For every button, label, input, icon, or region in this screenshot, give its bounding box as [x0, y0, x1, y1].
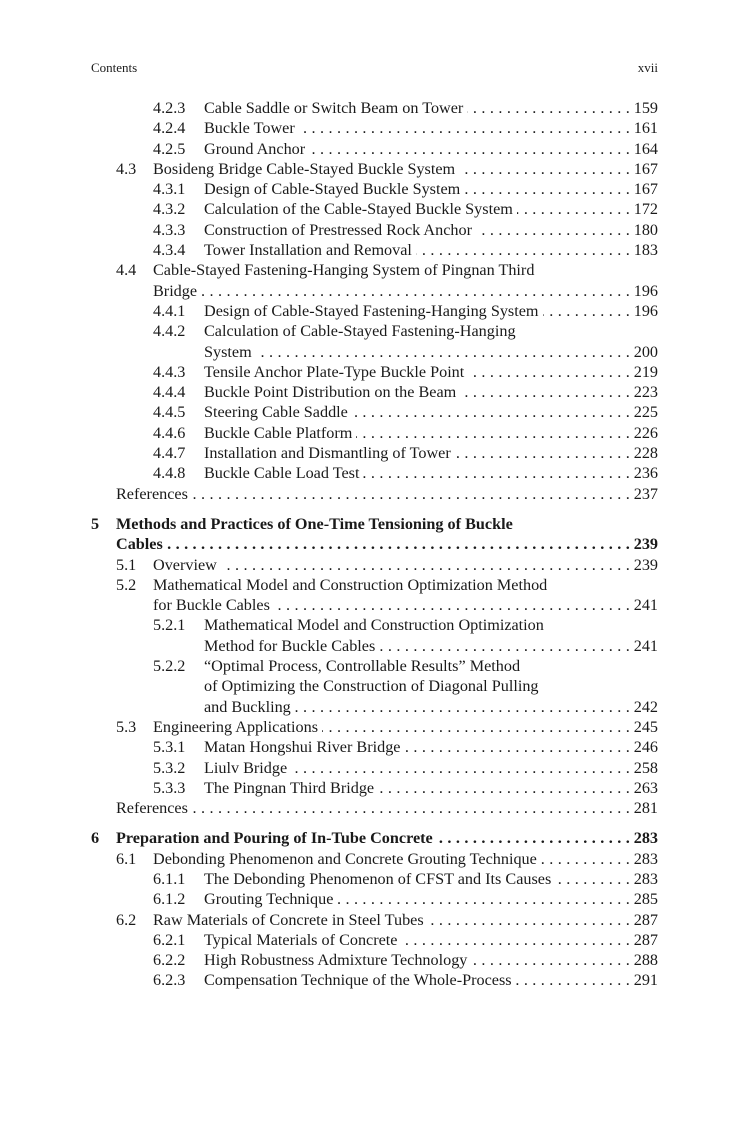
toc-entry-number: 4.4.2: [153, 322, 186, 341]
toc-entry-title: [204, 342, 630, 362]
toc-entry-title: [204, 240, 630, 260]
toc-entry-number: 6: [91, 829, 100, 848]
toc-entry-number: 6.2.1: [153, 930, 186, 949]
toc-entry-title: [204, 443, 630, 463]
toc-entry-title-text: Cable Saddle or Switch Beam on Tower: [204, 99, 467, 117]
toc-entry-number: 5.2.1: [153, 616, 186, 635]
toc-entry-page: 288: [624, 950, 658, 970]
toc-entry-page: 226: [624, 423, 658, 443]
toc-entry[interactable]: [0, 402, 750, 422]
toc-entry-title: [116, 798, 630, 818]
toc-entry-page: 172: [624, 199, 658, 219]
toc-entry[interactable]: [0, 159, 750, 179]
toc-entry-title-text: Cables: [116, 535, 167, 553]
toc-entry-page: 200: [624, 342, 658, 362]
toc-entry-page: 223: [624, 382, 658, 402]
toc-entry-title: [204, 179, 630, 199]
page-number: xvii: [637, 60, 658, 75]
toc-entry[interactable]: [0, 737, 750, 757]
toc-entry-title: [204, 737, 630, 757]
toc-entry-number: 5.3.1: [153, 738, 186, 757]
toc-entry-page: 239: [624, 555, 658, 575]
toc-entry-number: 6.1: [116, 849, 137, 868]
toc-entry-title: [153, 595, 630, 615]
toc-entry[interactable]: [0, 758, 750, 778]
toc-entry-title: [204, 930, 630, 950]
toc-entry-number: 6.1.1: [153, 869, 186, 888]
toc-entry-number: 4.4.6: [153, 423, 186, 442]
toc-entry-title-text: Bosideng Bridge Cable-Stayed Buckle System: [153, 160, 459, 178]
toc-entry-title: [204, 98, 630, 118]
toc-entry-title-text: Calculation of Cable-Stayed Fastening-Hanging: [204, 322, 520, 340]
toc-entry-title: [116, 828, 630, 848]
toc-entry-title-text: Design of Cable-Stayed Fastening-Hanging System: [204, 302, 543, 320]
toc-entry[interactable]: [0, 281, 750, 301]
toc-chapter-entry[interactable]: [0, 534, 750, 554]
toc-entry-page: 283: [624, 849, 658, 869]
toc-entry-number: 4.3.4: [153, 241, 186, 260]
toc-entry-title: [204, 758, 630, 778]
toc-entry-page: 241: [624, 595, 658, 615]
toc-entry-title: [153, 281, 630, 301]
toc-entry[interactable]: [0, 362, 750, 382]
toc-entry-number: 4.4: [116, 261, 137, 280]
toc-entry[interactable]: [0, 575, 750, 595]
toc-entry-page: 281: [624, 798, 658, 818]
toc-entry-number: 6.2: [116, 910, 137, 929]
toc-entry-title-text: Construction of Prestressed Rock Anchor: [204, 221, 476, 239]
toc-entry-title: [204, 301, 630, 321]
toc-entry-page: 225: [624, 402, 658, 422]
toc-entry-title: [153, 555, 630, 575]
toc-entry-title-text: Buckle Cable Load Test: [204, 464, 363, 482]
toc-entry[interactable]: [0, 697, 750, 717]
toc-entry-title: [204, 676, 630, 696]
toc-entry-page: 241: [624, 636, 658, 656]
toc-entry-title-text: Overview: [153, 556, 221, 574]
toc-entry-title-text: The Debonding Phenomenon of CFST and Its Causes: [204, 870, 555, 888]
toc-entry-title-text: Installation and Dismantling of Tower: [204, 444, 455, 462]
toc-entry-title: [116, 484, 630, 504]
toc-entry-number: 5.3: [116, 717, 137, 736]
toc-entry[interactable]: [0, 849, 750, 869]
toc-entry[interactable]: [0, 676, 750, 696]
toc-entry-number: 4.4.3: [153, 362, 186, 381]
toc-entry-title-text: Engineering Applications: [153, 718, 322, 736]
toc-entry[interactable]: [0, 118, 750, 138]
toc-entry[interactable]: [0, 636, 750, 656]
toc-entry-page: 237: [624, 484, 658, 504]
toc-entry-title-text: Bridge: [153, 282, 201, 300]
toc-entry-title: [204, 118, 630, 138]
toc-entry-number: 5.3.3: [153, 778, 186, 797]
toc-entry-page: 291: [624, 970, 658, 990]
toc-entry-title-text: Cable-Stayed Fastening-Hanging System of Pingnan Third: [153, 261, 538, 279]
toc-entry-title-text: Liulv Bridge: [204, 759, 291, 777]
toc-entry-title: [153, 159, 630, 179]
toc-entry-title: [116, 514, 630, 534]
toc-entry-page: 287: [624, 910, 658, 930]
toc-entry-title-text: Compensation Technique of the Whole-Process: [204, 971, 516, 989]
toc-entry-number: 4.3.2: [153, 200, 186, 219]
toc-references-entry[interactable]: [0, 798, 750, 818]
toc-entry-page: 159: [624, 98, 658, 118]
toc-entry[interactable]: [0, 382, 750, 402]
toc-entry-number: 4.4.7: [153, 444, 186, 463]
toc-entry-title: [204, 139, 630, 159]
toc-entry-title-text: Mathematical Model and Construction Optimization Method: [153, 576, 551, 594]
toc-entry-number: 5: [91, 514, 100, 533]
toc-entry-number: 5.1: [116, 555, 137, 574]
toc-entry-title: [153, 849, 630, 869]
toc-entry-title: [204, 362, 630, 382]
toc-entry-page: 258: [624, 758, 658, 778]
toc-entry-title-text: Calculation of the Cable-Stayed Buckle System: [204, 200, 517, 218]
toc-entry-number: 4.4.8: [153, 464, 186, 483]
toc-entry-page: 246: [624, 737, 658, 757]
toc-entry-page: 183: [624, 240, 658, 260]
toc-entry-title-text: “Optimal Process, Controllable Results” Method: [204, 657, 524, 675]
toc-entry[interactable]: [0, 423, 750, 443]
toc-entry-title: [204, 636, 630, 656]
toc-entry-title-text: References: [116, 799, 192, 817]
toc-entry[interactable]: [0, 301, 750, 321]
toc-entry-number: 4.3.1: [153, 180, 186, 199]
toc-entry[interactable]: [0, 179, 750, 199]
toc-entry-title-text: Design of Cable-Stayed Buckle System: [204, 180, 464, 198]
toc-entry-title-text: Raw Materials of Concrete in Steel Tubes: [153, 911, 428, 929]
toc-entry[interactable]: [0, 139, 750, 159]
toc-entry-title: [204, 463, 630, 483]
toc-entry-title-text: Buckle Tower: [204, 119, 299, 137]
toc-entry-page: 263: [624, 778, 658, 798]
toc-entry-page: 167: [624, 179, 658, 199]
toc-entry-title-text: Mathematical Model and Construction Optimization: [204, 616, 548, 634]
toc-entry-title-text: Buckle Point Distribution on the Beam: [204, 383, 460, 401]
toc-entry[interactable]: [0, 342, 750, 362]
toc-entry[interactable]: [0, 970, 750, 990]
table-of-contents: [0, 98, 750, 991]
toc-chapter-entry[interactable]: [0, 514, 750, 534]
toc-entry-number: 6.2.2: [153, 951, 186, 970]
toc-entry-number: 4.4.1: [153, 301, 186, 320]
toc-entry-title: [153, 910, 630, 930]
toc-entry-title: [204, 423, 630, 443]
toc-entry[interactable]: [0, 260, 750, 280]
toc-entry-title-text: References: [116, 485, 192, 503]
toc-entry-page: 164: [624, 139, 658, 159]
toc-entry-page: 245: [624, 717, 658, 737]
toc-entry-page: 242: [624, 697, 658, 717]
toc-entry-number: 4.2.5: [153, 139, 186, 158]
toc-entry[interactable]: [0, 910, 750, 930]
toc-entry-title: [153, 717, 630, 737]
toc-entry[interactable]: [0, 199, 750, 219]
toc-entry-page: 287: [624, 930, 658, 950]
toc-entry-title-text: Grouting Technique: [204, 890, 337, 908]
toc-entry-title: [204, 199, 630, 219]
toc-entry-number: 6.1.2: [153, 890, 186, 909]
toc-entry-page: 239: [624, 534, 658, 554]
toc-entry-title: [204, 778, 630, 798]
toc-entry[interactable]: [0, 595, 750, 615]
toc-entry-title-text: Tensile Anchor Plate-Type Buckle Point: [204, 363, 468, 381]
toc-entry-title: [204, 402, 630, 422]
toc-entry[interactable]: [0, 443, 750, 463]
toc-entry-title-text: Steering Cable Saddle: [204, 403, 352, 421]
toc-entry-number: 5.3.2: [153, 758, 186, 777]
toc-entry-title: [204, 220, 630, 240]
toc-entry-title: [204, 382, 630, 402]
toc-entry-title-text: High Robustness Admixture Technology: [204, 951, 471, 969]
toc-entry-title-text: Matan Hongshui River Bridge: [204, 738, 404, 756]
toc-entry-title-text: Typical Materials of Concrete: [204, 931, 402, 949]
toc-entry-page: 196: [624, 281, 658, 301]
toc-entry-title: [204, 321, 630, 341]
toc-entry[interactable]: [0, 555, 750, 575]
toc-entry-page: 236: [624, 463, 658, 483]
toc-entry-number: 4.3.3: [153, 220, 186, 239]
toc-entry-number: 4.4.5: [153, 403, 186, 422]
toc-entry[interactable]: [0, 615, 750, 635]
toc-entry[interactable]: [0, 930, 750, 950]
toc-entry[interactable]: [0, 240, 750, 260]
toc-entry-title-text: Methods and Practices of One-Time Tensioning of Buckle: [116, 515, 517, 533]
toc-entry[interactable]: [0, 950, 750, 970]
toc-entry-title-text: Ground Anchor: [204, 140, 309, 158]
toc-entry[interactable]: [0, 220, 750, 240]
toc-entry-title-text: Debonding Phenomenon and Concrete Grouting Technique: [153, 850, 541, 868]
toc-entry-title: [153, 575, 630, 595]
toc-entry-number: 5.2: [116, 575, 137, 594]
toc-entry-number: 5.2.2: [153, 657, 186, 676]
toc-entry[interactable]: [0, 717, 750, 737]
toc-entry-title: [204, 869, 630, 889]
toc-entry-title: [204, 950, 630, 970]
toc-entry-title-text: The Pingnan Third Bridge: [204, 779, 378, 797]
toc-chapter-entry[interactable]: [0, 828, 750, 848]
toc-entry-title: [204, 970, 630, 990]
toc-entry[interactable]: [0, 463, 750, 483]
toc-entry-title-text: Method for Buckle Cables: [204, 637, 379, 655]
toc-references-entry[interactable]: [0, 484, 750, 504]
toc-entry[interactable]: [0, 889, 750, 909]
toc-entry-number: 4.4.4: [153, 383, 186, 402]
toc-entry[interactable]: [0, 321, 750, 341]
toc-entry[interactable]: [0, 656, 750, 676]
toc-entry-title: [204, 697, 630, 717]
toc-entry-number: 4.2.3: [153, 99, 186, 117]
toc-entry-title-text: of Optimizing the Construction of Diagonal Pulling: [204, 677, 543, 695]
toc-entry-title-text: Preparation and Pouring of In-Tube Concrete: [116, 829, 437, 847]
toc-entry-page: 285: [624, 889, 658, 909]
toc-entry-title-text: for Buckle Cables: [153, 596, 274, 614]
toc-entry-number: 4.3: [116, 159, 137, 178]
toc-entry-title: [204, 615, 630, 635]
toc-entry[interactable]: [0, 869, 750, 889]
toc-entry-title-text: Tower Installation and Removal: [204, 241, 416, 259]
toc-entry-title-text: Buckle Cable Platform: [204, 424, 356, 442]
toc-entry-number: 6.2.3: [153, 971, 186, 990]
toc-entry[interactable]: [0, 98, 750, 118]
toc-entry-title: [153, 260, 630, 280]
toc-entry-page: 180: [624, 220, 658, 240]
page-header: [91, 58, 658, 78]
toc-entry[interactable]: [0, 778, 750, 798]
toc-entry-page: 219: [624, 362, 658, 382]
toc-entry-title: [116, 534, 630, 554]
toc-entry-page: 167: [624, 159, 658, 179]
toc-entry-page: 161: [624, 118, 658, 138]
running-head-title: Contents: [91, 60, 138, 75]
toc-entry-title: [204, 889, 630, 909]
toc-entry-page: 283: [624, 828, 658, 848]
toc-entry-page: 228: [624, 443, 658, 463]
toc-entry-page: 283: [624, 869, 658, 889]
toc-entry-number: 4.2.4: [153, 119, 186, 138]
toc-entry-page: 196: [624, 301, 658, 321]
toc-entry-title-text: System: [204, 343, 256, 361]
toc-entry-title: [204, 656, 630, 676]
toc-entry-title-text: and Buckling: [204, 698, 295, 716]
